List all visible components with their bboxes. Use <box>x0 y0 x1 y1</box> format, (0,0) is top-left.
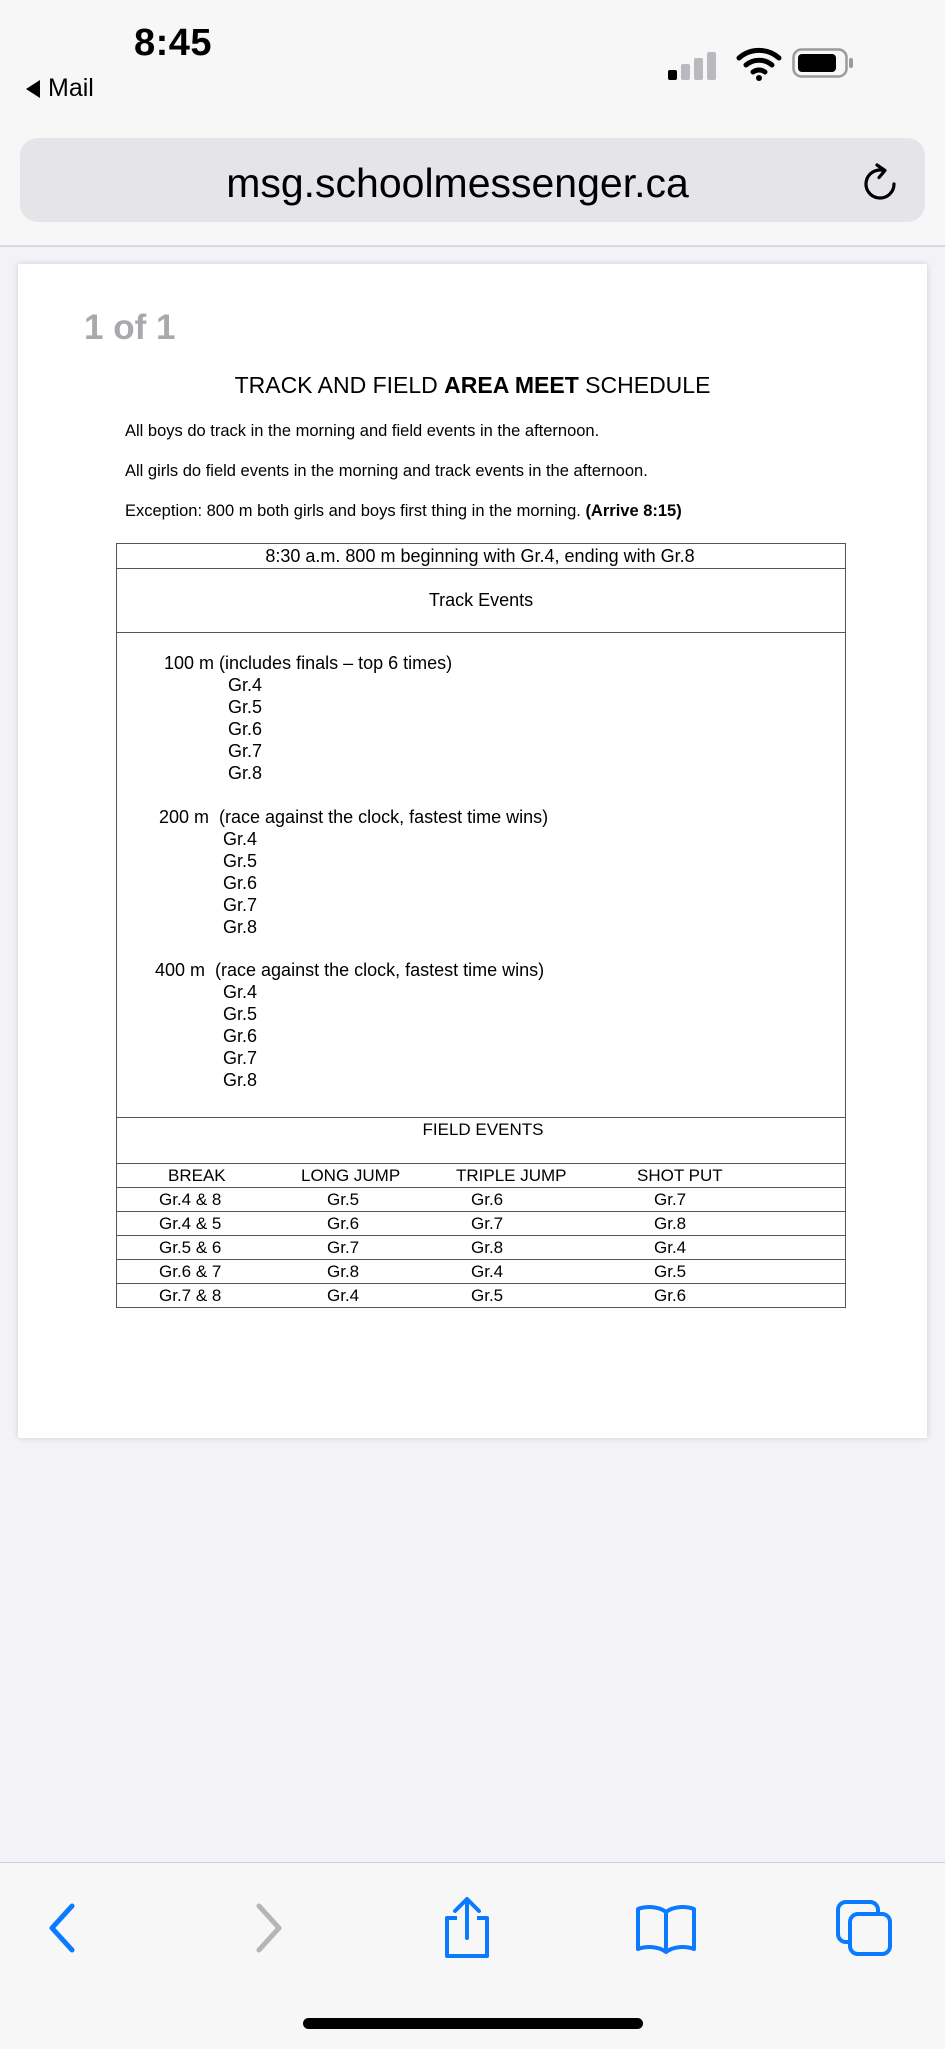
status-time: 8:45 <box>134 22 213 64</box>
table-row <box>117 1236 845 1260</box>
event-400m <box>155 960 544 1091</box>
grade-item: Gr.6 <box>223 873 258 893</box>
table-cell: Gr.4 & 5 <box>159 1214 222 1233</box>
title-bold: AREA MEET <box>444 372 579 398</box>
table-cell: Gr.5 & 6 <box>159 1238 222 1257</box>
event-200m <box>159 807 548 938</box>
table-row <box>117 1260 845 1284</box>
table-cell: Gr.4 <box>654 1238 687 1257</box>
track-events-header: Track Events <box>117 569 845 633</box>
table-cell: Gr.7 <box>471 1214 504 1233</box>
column-header: BREAK <box>168 1166 226 1185</box>
event-heading: 100 m (includes finals – top 6 times) <box>164 653 453 673</box>
column-header: SHOT PUT <box>637 1166 723 1185</box>
table-cell: Gr.6 <box>327 1214 360 1233</box>
grade-item: Gr.7 <box>228 741 263 761</box>
table-cell: Gr.6 & 7 <box>159 1262 222 1281</box>
back-app-label: Mail <box>48 74 94 102</box>
column-header: LONG JUMP <box>301 1166 401 1185</box>
home-indicator <box>303 2018 643 2029</box>
field-events-header <box>117 1118 845 1164</box>
tabs-button[interactable] <box>829 1893 899 1963</box>
chevron-left-icon <box>42 1900 82 1956</box>
url-text[interactable]: msg.schoolmessenger.ca <box>226 160 689 206</box>
book-icon <box>634 1902 698 1954</box>
browser-chrome <box>0 110 945 247</box>
grade-item: Gr.4 <box>223 982 258 1002</box>
status-bar <box>0 0 945 110</box>
bookmarks-button[interactable] <box>631 1893 701 1963</box>
table-cell: Gr.7 <box>327 1238 360 1257</box>
table-cell: Gr.6 <box>471 1190 504 1209</box>
battery-icon <box>792 48 854 78</box>
exception-text: Exception: 800 m both girls and boys first thing in the morning. <box>125 502 581 520</box>
back-triangle-icon <box>26 80 40 98</box>
chevron-right-icon <box>249 1900 289 1956</box>
grade-item: Gr.8 <box>228 763 263 783</box>
grade-item: Gr.6 <box>228 719 263 739</box>
grade-item: Gr.5 <box>228 697 263 717</box>
document-title <box>0 372 945 399</box>
field-columns-row <box>117 1164 845 1188</box>
share-button[interactable] <box>432 1893 502 1963</box>
grade-item: Gr.5 <box>223 851 258 871</box>
table-cell: Gr.6 <box>654 1286 687 1305</box>
arrive-time: (Arrive 8:15) <box>585 502 682 520</box>
title-prefix: TRACK AND FIELD <box>234 372 445 398</box>
grade-item: Gr.7 <box>223 1048 258 1068</box>
table-cell: Gr.7 <box>654 1190 687 1209</box>
row-800m-text: 8:30 a.m. 800 m beginning with Gr.4, ending with Gr.8 <box>265 546 695 566</box>
table-cell: Gr.8 <box>327 1262 360 1281</box>
back-to-mail-link[interactable] <box>26 74 94 103</box>
event-heading: 200 m (race against the clock, fastest time wins) <box>159 807 549 827</box>
track-events-body <box>117 633 845 1118</box>
note-exception <box>125 502 682 521</box>
grade-item: Gr.8 <box>223 1070 258 1090</box>
tabs-icon <box>834 1898 894 1958</box>
table-cell: Gr.4 <box>471 1262 504 1281</box>
note-boys: All boys do track in the morning and field events in the afternoon. <box>125 422 600 440</box>
grade-item: Gr.8 <box>223 917 258 937</box>
table-cell: Gr.8 <box>654 1214 687 1233</box>
table-row <box>117 1284 845 1307</box>
event-heading: 400 m (race against the clock, fastest time wins) <box>155 960 545 980</box>
column-header: TRIPLE JUMP <box>456 1166 567 1185</box>
grade-item: Gr.6 <box>223 1026 258 1046</box>
grade-item: Gr.4 <box>223 829 258 849</box>
cellular-signal-icon <box>668 50 720 80</box>
table-row <box>117 1188 845 1212</box>
note-girls: All girls do field events in the morning and track events in the afternoon. <box>125 462 648 480</box>
table-cell: Gr.5 <box>327 1190 360 1209</box>
table-cell: Gr.4 <box>327 1286 360 1305</box>
wifi-icon <box>736 46 782 82</box>
grade-item: Gr.7 <box>223 895 258 915</box>
grade-item: Gr.5 <box>223 1004 258 1024</box>
field-events-title: FIELD EVENTS <box>422 1120 544 1139</box>
event-100m <box>164 653 452 784</box>
page-count-indicator: 1 of 1 <box>84 308 176 347</box>
table-row <box>117 1212 845 1236</box>
reload-icon[interactable] <box>858 162 902 206</box>
table-cell: Gr.8 <box>471 1238 504 1257</box>
grade-item: Gr.4 <box>228 675 263 695</box>
table-cell: Gr.5 <box>654 1262 687 1281</box>
table-cell: Gr.7 & 8 <box>159 1286 222 1305</box>
back-button[interactable] <box>27 1893 97 1963</box>
schedule-table <box>116 543 846 1308</box>
row-800m <box>117 544 845 569</box>
share-icon <box>439 1896 495 1960</box>
title-suffix: SCHEDULE <box>578 372 711 398</box>
table-cell: Gr.5 <box>471 1286 504 1305</box>
forward-button[interactable] <box>234 1893 304 1963</box>
address-bar[interactable] <box>20 138 925 222</box>
table-cell: Gr.4 & 8 <box>159 1190 222 1209</box>
